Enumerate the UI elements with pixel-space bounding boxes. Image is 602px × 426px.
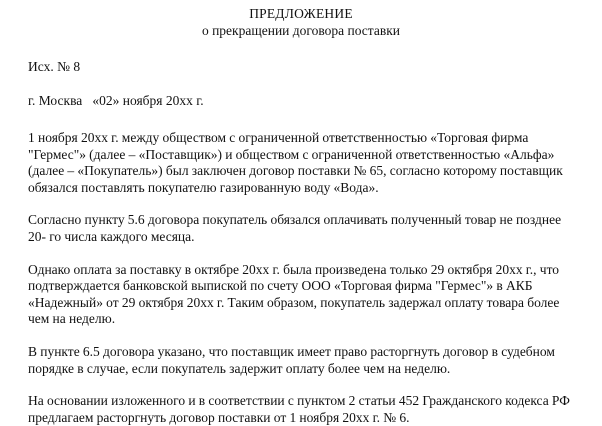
outgoing-reference-number: Исх. № 8 (28, 59, 81, 74)
body-paragraph: На основании изложенного и в соответствии с пунктом 2 статьи 452 Гражданского кодекса РФ предлагаем расторгнуть договор поставки от 1 ноября 20хх г. № 6. (28, 393, 574, 425)
document-body (28, 130, 578, 426)
body-paragraph: В пункте 6.5 договора указано, что поставщик имеет право расторгнуть договор в судебном порядке в случае, если покупатель задержит оплату более чем на неделю. (28, 343, 559, 376)
city-and-date-line: г. Москва «02» ноября 20хх г. (28, 93, 204, 108)
body-paragraph: Однако оплата за поставку в октябре 20хх г. была произведена только 29 октября 20хх г., что подтверждается банковской выпиской по счету ООО «Торговая фирма "Гермес"» в АКБ «Надежный» от 29 октября 20хх г. Таким образом, покупатель задержал оплату товара более чем на неделю. (28, 261, 563, 327)
body-paragraph: 1 ноября 20хх г. между обществом с ограниченной ответственностью «Торговая фирма "Гермес"» (далее – «Поставщик») и обществом с ограниченной ответственностью «Альфа» (далее – «Покупатель») был заключен договор поставки № 65, согласно которому поставщик обязался поставлять покупателю газированную воду «Вода». (28, 130, 567, 195)
body-paragraph: Согласно пункту 5.6 договора покупатель обязался оплачивать полученный товар не позднее 20- го числа каждого месяца. (28, 212, 565, 244)
document-title: ПРЕДЛОЖЕНИЕ (249, 6, 353, 21)
document-header-meta (28, 58, 578, 109)
document-subtitle: о прекращении договора поставки (201, 23, 401, 38)
document-title-block (0, 0, 602, 39)
